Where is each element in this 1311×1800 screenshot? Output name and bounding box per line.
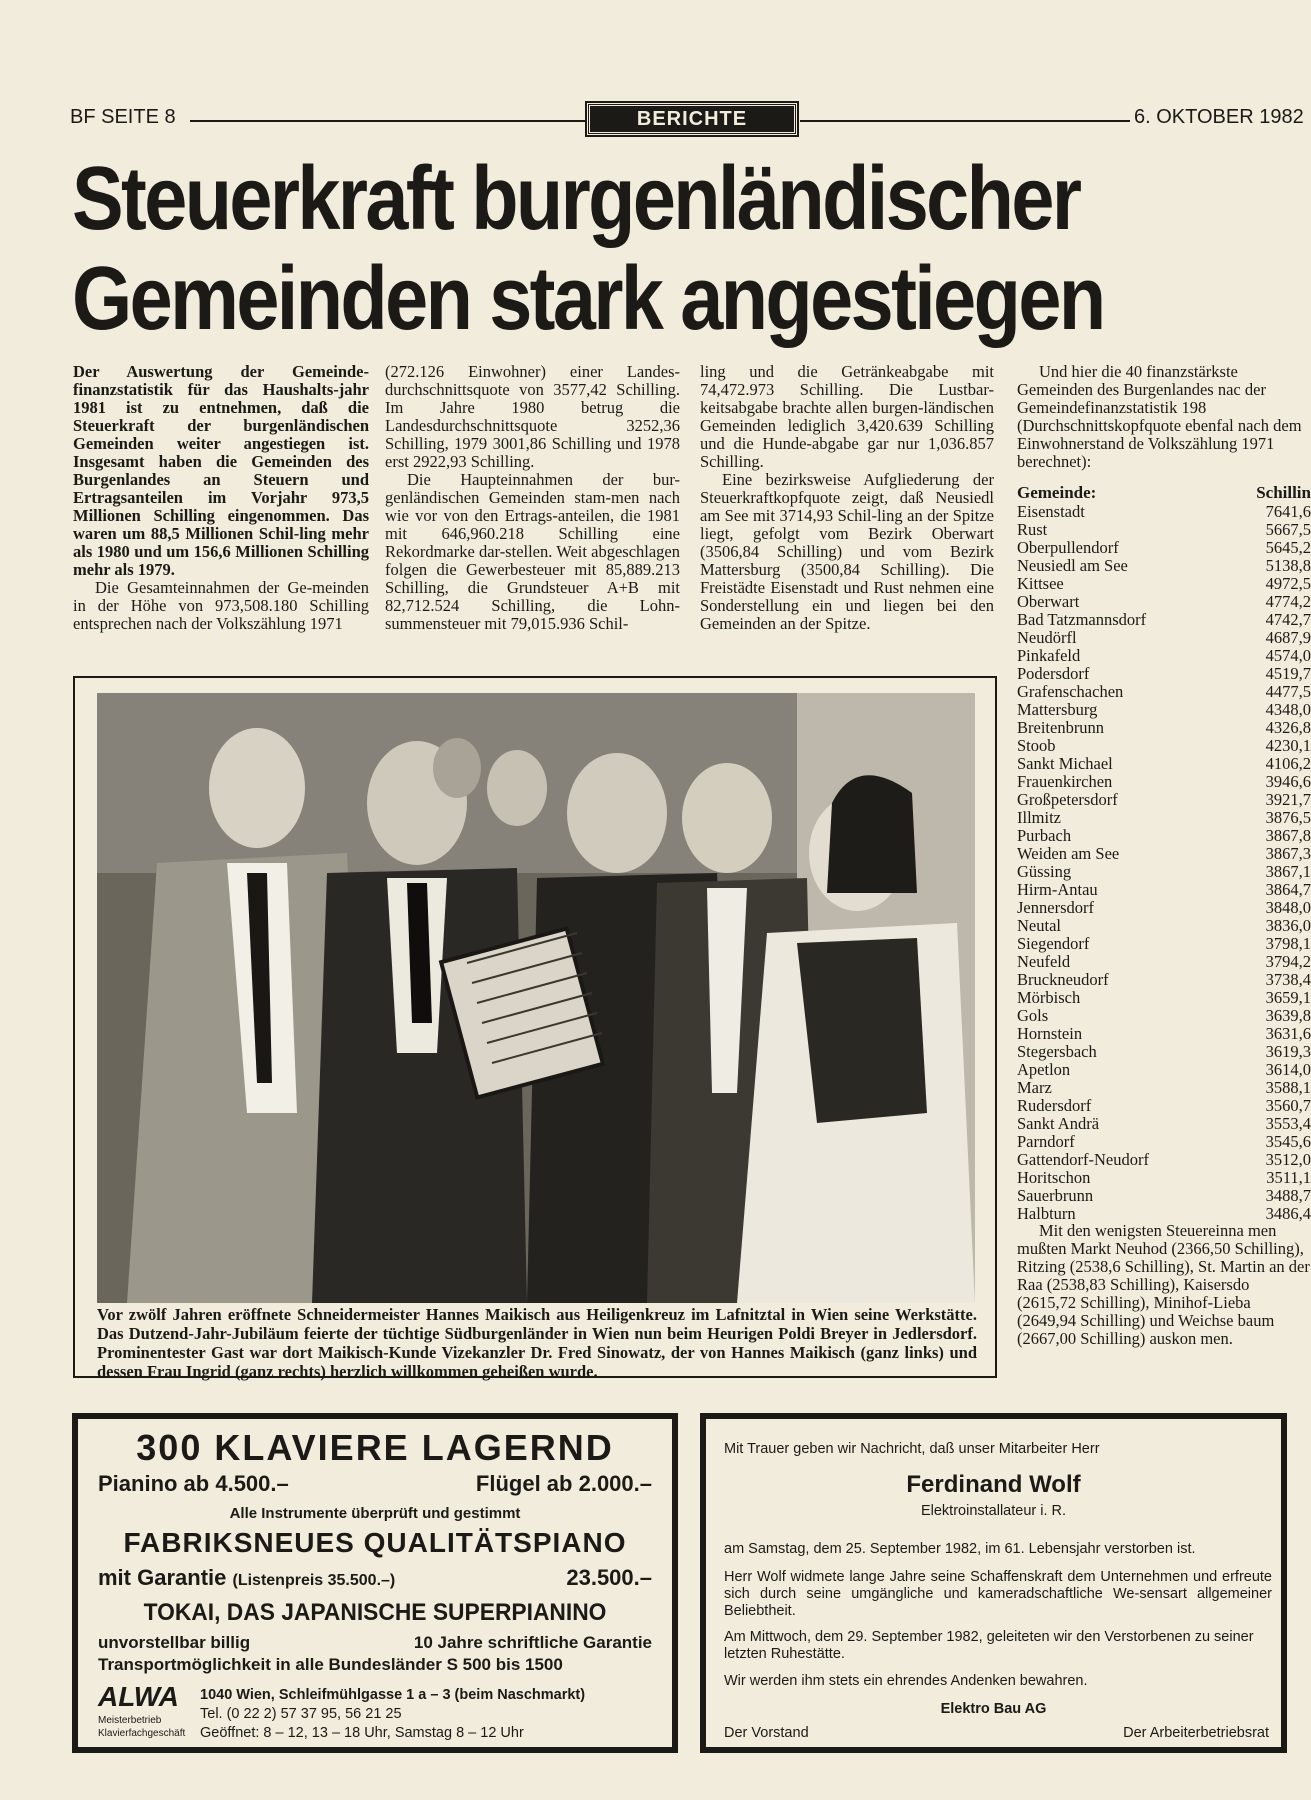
ranking-value: 3512,0: [1265, 1150, 1311, 1169]
press-photo: [97, 693, 975, 1303]
ranking-row: [1017, 971, 1311, 989]
ranking-value: 4106,2: [1265, 754, 1311, 773]
obituary-sign-left: Der Vorstand: [724, 1725, 809, 1741]
ranking-municipality: Sankt Andrä: [1017, 1114, 1100, 1133]
ad-piano-guarantee: [98, 1565, 395, 1591]
article-paragraph: Die Gesamteinnahmen der Ge-meinden in der Höhe von 973,508.180 Schilling entsprechen nach der Volkszählung 1971: [73, 578, 369, 633]
ranking-municipality: Weiden am See: [1017, 844, 1120, 863]
ranking-value: 3921,7: [1265, 790, 1311, 809]
ranking-row: [1017, 539, 1311, 557]
ranking-municipality: Marz: [1017, 1078, 1052, 1097]
ranking-value: 5138,8: [1265, 556, 1311, 575]
ranking-value: 3836,0: [1265, 916, 1311, 935]
ranking-municipality: Purbach: [1017, 826, 1072, 845]
ranking-value: 7641,6: [1265, 502, 1311, 521]
ranking-col-value: Schillin: [1256, 483, 1311, 502]
ranking-row: [1017, 1007, 1311, 1025]
ranking-municipality: Sauerbrunn: [1017, 1186, 1094, 1205]
article-column-4-outro: [1017, 1222, 1310, 1348]
ranking-row: [1017, 1169, 1311, 1187]
ranking-row: [1017, 953, 1311, 971]
ranking-value: 3848,0: [1265, 898, 1311, 917]
ranking-municipality: Güssing: [1017, 862, 1072, 881]
ranking-row: [1017, 935, 1311, 953]
ranking-value: 4774,2: [1265, 592, 1311, 611]
ranking-value: 3738,4: [1265, 970, 1311, 989]
obituary-funeral: Am Mittwoch, dem 29. September 1982, geleiteten wir den Verstorbenen zu seiner letzten Ruhestätte.: [724, 1629, 1254, 1662]
ranking-value: 3486,4: [1265, 1204, 1311, 1223]
ranking-rows: [1017, 503, 1311, 1223]
ranking-row: [1017, 1079, 1311, 1097]
ranking-municipality: Gols: [1017, 1006, 1049, 1025]
ranking-col-name: Gemeinde:: [1017, 483, 1097, 502]
ranking-row: [1017, 791, 1311, 809]
ranking-municipality: Jennersdorf: [1017, 898, 1094, 917]
ranking-municipality: Hirm-Antau: [1017, 880, 1098, 899]
ad-piano-list-price: (Listenpreis 35.500.–): [232, 1572, 396, 1589]
ranking-value: 4230,1: [1265, 736, 1311, 755]
ranking-row: [1017, 773, 1311, 791]
ranking-row: [1017, 683, 1311, 701]
ranking-municipality: Bruckneudorf: [1017, 970, 1109, 989]
ranking-municipality: Eisenstadt: [1017, 502, 1085, 521]
obituary-died: am Samstag, dem 25. September 1982, im 61. Lebensjahr verstorben ist.: [724, 1541, 1196, 1557]
ranking-row: [1017, 719, 1311, 737]
article-paragraph: (272.126 Einwohner) einer Landes-durchschnittsquote von 3577,42 Schilling. Im Jahre 1980 betrug die Landesdurchschnittsquote 3252,36 Schilling, 1979 3001,86 Schilling und 1978 erst 2922,93 Schilling.: [385, 362, 680, 471]
ranking-row: [1017, 701, 1311, 719]
ranking-municipality: Frauenkirchen: [1017, 772, 1113, 791]
obituary-notice: [700, 1413, 1287, 1753]
ranking-row: [1017, 881, 1311, 899]
ranking-value: 3614,0: [1265, 1060, 1311, 1079]
ranking-row: [1017, 665, 1311, 683]
ranking-value: 4687,9: [1265, 628, 1311, 647]
obituary-memory: Wir werden ihm stets ein ehrendes Andenken bewahren.: [724, 1673, 1088, 1689]
ranking-row: [1017, 1115, 1311, 1133]
ranking-municipality: Rust: [1017, 520, 1048, 539]
ranking-municipality: Mattersburg: [1017, 700, 1098, 719]
ad-piano-fluegel-price: Flügel ab 2.000.–: [475, 1471, 652, 1496]
ranking-row: [1017, 737, 1311, 755]
headline-line-1: Steuerkraft burgenländischer: [72, 149, 1080, 249]
ad-piano-transport: Transportmöglichkeit in alle Bundesländer S 500 bis 1500: [98, 1655, 563, 1674]
ranking-value: 3511,1: [1266, 1168, 1311, 1187]
ranking-table: [1017, 483, 1311, 1223]
ranking-row: [1017, 755, 1311, 773]
ranking-value: 3864,7: [1265, 880, 1311, 899]
ranking-municipality: Bad Tatzmannsdorf: [1017, 610, 1147, 629]
ranking-header: [1017, 483, 1311, 503]
ranking-value: 3631,6: [1265, 1024, 1311, 1043]
ad-piano-guarantee-label: mit Garantie: [98, 1565, 227, 1590]
ranking-value: 3867,3: [1265, 844, 1311, 863]
ranking-municipality: Illmitz: [1017, 808, 1061, 827]
ranking-municipality: Breitenbrunn: [1017, 718, 1105, 737]
ranking-value: 3545,6: [1265, 1132, 1311, 1151]
ranking-value: 4477,5: [1265, 682, 1311, 701]
article-paragraph: ling und die Getränkeabgabe mit 74,472.973 Schilling. Die Lustbar-keitsabgabe brachte allen burgen-ländischen Gemeinden lediglich 3,420.639 Schilling und die Hunde-abgabe gar nur 1,036.857 Schilling.: [700, 362, 994, 471]
ad-piano-cheap: unvorstellbar billig: [98, 1633, 251, 1652]
article-lead: Der Auswertung der Gemeinde-finanzstatistik für das Haushalts-jahr 1981 ist zu entnehmen, daß die Steuerkraft der burgenländischen Gemeinden weiter angestiegen ist. Insgesamt haben die Gemeinden des Burgenlandes an Steuern und Ertragsanteilen im Vorjahr 973,5 Millionen Schilling eingenommen. Das waren um 88,5 Millionen Schil-ling mehr als 1980 und um 156,6 Millionen Schilling mehr als 1979.: [73, 362, 369, 579]
ranking-value: 5645,2: [1265, 538, 1311, 557]
ranking-municipality: Hornstein: [1017, 1024, 1083, 1043]
ranking-municipality: Siegendorf: [1017, 934, 1090, 953]
page-label: BF SEITE 8: [70, 106, 176, 128]
ranking-municipality: Apetlon: [1017, 1060, 1071, 1079]
ranking-row: [1017, 629, 1311, 647]
ranking-value: 3659,1: [1265, 988, 1311, 1007]
ranking-value: 3560,7: [1265, 1096, 1311, 1115]
ranking-row: [1017, 917, 1311, 935]
ranking-municipality: Kittsee: [1017, 574, 1064, 593]
piano-advertisement: [72, 1413, 678, 1753]
ranking-municipality: Mörbisch: [1017, 988, 1081, 1007]
ranking-row: [1017, 1187, 1311, 1205]
ranking-value: 3946,6: [1265, 772, 1311, 791]
ad-piano-factory: FABRIKSNEUES QUALITÄTSPIANO: [123, 1527, 627, 1558]
ranking-row: [1017, 827, 1311, 845]
ad-piano-brand-sub1: Meisterbetrieb: [98, 1715, 162, 1726]
ranking-intro: Und hier die 40 finanzstärkste Gemeinden des Burgenlandes nac der Gemeindefinanzstatistik 198 (Durchschnittskopfquote ebenfal nach dem Einwohnerstand de Volkszählung 1971 berechnet):: [1017, 362, 1302, 471]
press-photo-illustration: [97, 693, 975, 1303]
ranking-row: [1017, 1097, 1311, 1115]
ranking-value: 3867,1: [1265, 862, 1311, 881]
obituary-name: Ferdinand Wolf: [906, 1471, 1081, 1498]
ranking-value: 5667,5: [1265, 520, 1311, 539]
ad-piano-price: 23.500.–: [566, 1565, 652, 1590]
ranking-municipality: Neudörfl: [1017, 628, 1077, 647]
ad-piano-hours: Geöffnet: 8 – 12, 13 – 18 Uhr, Samstag 8 – 12 Uhr: [200, 1725, 524, 1741]
ad-piano-warranty: 10 Jahre schriftliche Garantie: [413, 1633, 652, 1652]
obituary-tribute: Herr Wolf widmete lange Jahre seine Schaffenskraft dem Unternehmen und erfreute sich durch seine umgängliche und kameradschaftliche We-sensart allgemeiner Beliebtheit.: [724, 1569, 1272, 1619]
ranking-municipality: Neutal: [1017, 916, 1061, 935]
ranking-value: 3588,1: [1265, 1078, 1311, 1097]
article-column-2: [385, 363, 680, 633]
article-column-3: [700, 363, 994, 633]
ranking-row: [1017, 503, 1311, 521]
ranking-row: [1017, 863, 1311, 881]
header-rule-left: [190, 120, 585, 122]
ranking-municipality: Stegersbach: [1017, 1042, 1097, 1061]
ad-piano-brand-sub2: Klavierfachgeschäft: [98, 1728, 186, 1739]
ranking-municipality: Horitschon: [1017, 1168, 1091, 1187]
article-column-1: [73, 363, 369, 633]
article-paragraph: Die Haupteinnahmen der bur-genländischen Gemeinden stam-men nach wie vor von den Ertrags-anteilen, die 1981 mit 646,960.218 Schilling eine Rekordmarke dar-stellen. Weit abgeschlagen folgen die Gewerbesteuer mit 85,889.213 Schilling, die Grundsteuer A+B mit 82,712.524 Schilling, die Lohn-summensteuer mit 79,015.936 Schil-: [385, 470, 680, 633]
ranking-municipality: Rudersdorf: [1017, 1096, 1092, 1115]
ranking-value: 3488,7: [1265, 1186, 1311, 1205]
obituary-intro: Mit Trauer geben wir Nachricht, daß unser Mitarbeiter Herr: [724, 1441, 1100, 1457]
ranking-row: [1017, 611, 1311, 629]
ranking-value: 3794,2: [1265, 952, 1311, 971]
headline-line-2: Gemeinden stark angestiegen: [72, 249, 1104, 349]
ranking-municipality: Großpetersdorf: [1017, 790, 1118, 809]
ranking-row: [1017, 845, 1311, 863]
ranking-municipality: Gattendorf-Neudorf: [1017, 1150, 1149, 1169]
ranking-municipality: Grafenschachen: [1017, 682, 1124, 701]
issue-date: 6. OKTOBER 1982: [1134, 106, 1304, 128]
ranking-row: [1017, 989, 1311, 1007]
section-badge: BERICHTE: [587, 103, 797, 135]
ranking-row: [1017, 647, 1311, 665]
ranking-row: [1017, 809, 1311, 827]
obituary-title: Elektroinstallateur i. R.: [920, 1503, 1067, 1519]
ranking-value: 3553,4: [1265, 1114, 1311, 1133]
ranking-municipality: Neusiedl am See: [1017, 556, 1128, 575]
ranking-row: [1017, 1133, 1311, 1151]
obituary-sign-right: Der Arbeiterbetriebsrat: [1123, 1725, 1269, 1741]
ranking-row: [1017, 1061, 1311, 1079]
ad-piano-headline: 300 KLAVIERE LAGERND: [136, 1427, 614, 1468]
ranking-value: 3639,8: [1265, 1006, 1311, 1025]
ranking-outro: Mit den wenigsten Steuereinna men mußten Markt Neuhod (2366,50 Schilling), Ritzing (2538,6 Schilling), St. Martin an der Raa (2538,83 Schilling), Kaisersdo (2615,72 Schilling), Minihof-Lieba (2649,94 Schilling) und Weichse baum (2667,00 Schilling) auskon men.: [1017, 1221, 1310, 1348]
ranking-value: 4574,0: [1265, 646, 1311, 665]
ranking-municipality: Sankt Michael: [1017, 754, 1113, 773]
ranking-value: 3867,8: [1265, 826, 1311, 845]
ranking-row: [1017, 1025, 1311, 1043]
ranking-value: 4742,7: [1265, 610, 1311, 629]
ranking-municipality: Halbturn: [1017, 1204, 1076, 1223]
ranking-row: [1017, 575, 1311, 593]
ad-piano-tokai: TOKAI, DAS JAPANISCHE SUPERPIANINO: [143, 1599, 607, 1626]
ranking-value: 4519,7: [1265, 664, 1311, 683]
photo-caption: Vor zwölf Jahren eröffnete Schneidermeister Hannes Maikisch aus Heiligenkreuz im Lafnitztal in Wien seine Werkstätte. Das Dutzend-Jahr-Jubiläum feierte der tüchtige Südburgenländer in Wien nun beim Heurigen Poldi Breyer in Jedlersdorf. Prominentester Gast war dort Maikisch-Kunde Vizekanzler Dr. Fred Sinowatz, der von Hannes Maikisch (ganz links) und dessen Frau Ingrid (ganz rechts) herzlich willkommen geheißen wurde.: [97, 1305, 977, 1381]
ranking-value: 3798,1: [1265, 934, 1311, 953]
ranking-municipality: Oberpullendorf: [1017, 538, 1119, 557]
ranking-value: 4972,5: [1265, 574, 1311, 593]
ad-piano-address: 1040 Wien, Schleifmühlgasse 1 a – 3 (beim Naschmarkt): [200, 1687, 586, 1703]
ranking-value: 3876,5: [1265, 808, 1311, 827]
article-paragraph: Eine bezirksweise Aufgliederung der Steuerkraftkopfquote zeigt, daß Neusiedl am See mit 3714,93 Schil-ling an der Spitze liegt, gefolgt vom Bezirk Oberwart (3506,84 Schilling) und vom Bezirk Mattersburg (3500,84 Schilling). Die Freistädte Eisenstadt und Rust nehmen eine Sonderstellung ein und liegen bei den Gemeinden an der Spitze.: [700, 470, 994, 633]
ad-piano-phone: Tel. (0 22 2) 57 37 95, 56 21 25: [200, 1706, 402, 1722]
ranking-row: [1017, 593, 1311, 611]
header-rule-right: [800, 120, 1130, 122]
ranking-value: 4348,0: [1265, 700, 1311, 719]
obituary-company: Elektro Bau AG: [940, 1701, 1047, 1717]
ranking-value: 4326,8: [1265, 718, 1311, 737]
ranking-row: [1017, 557, 1311, 575]
ranking-row: [1017, 899, 1311, 917]
ranking-municipality: Stoob: [1017, 736, 1056, 755]
ranking-municipality: Parndorf: [1017, 1132, 1075, 1151]
ranking-municipality: Podersdorf: [1017, 664, 1090, 683]
article-column-4-intro: [1017, 363, 1310, 471]
ranking-municipality: Pinkafeld: [1017, 646, 1081, 665]
ad-piano-brand-logo: ALWA: [98, 1681, 179, 1712]
ranking-municipality: Oberwart: [1017, 592, 1080, 611]
ranking-row: [1017, 1043, 1311, 1061]
ranking-value: 3619,3: [1265, 1042, 1311, 1061]
ranking-row: [1017, 521, 1311, 539]
ranking-row: [1017, 1151, 1311, 1169]
ranking-municipality: Neufeld: [1017, 952, 1071, 971]
ad-piano-checked: Alle Instrumente überprüft und gestimmt: [229, 1505, 521, 1522]
ad-piano-pianino-price: Pianino ab 4.500.–: [98, 1471, 289, 1496]
